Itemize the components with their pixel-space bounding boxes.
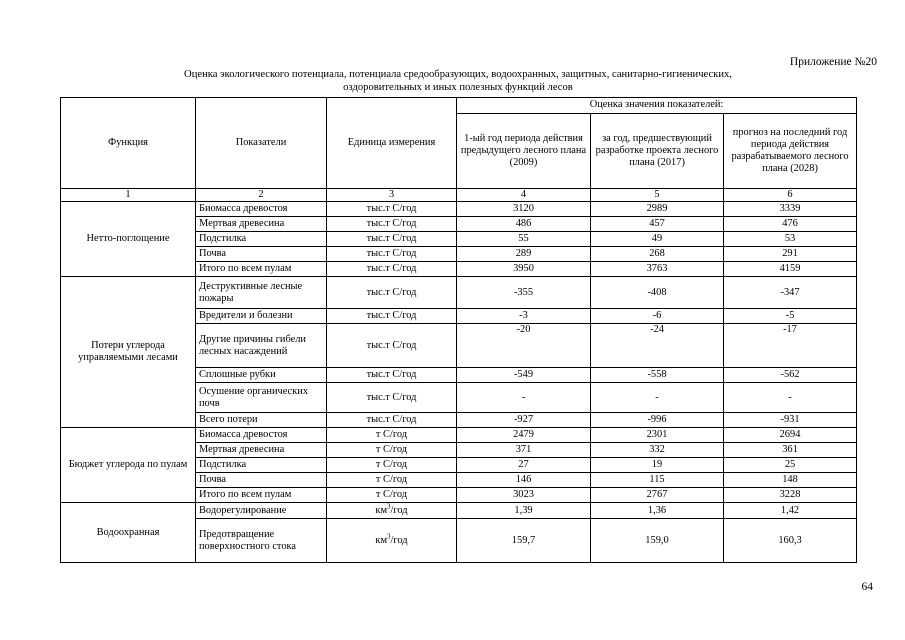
unit-cell: тыс.т С/год (327, 383, 457, 413)
column-number: 5 (591, 189, 724, 202)
indicator-cell: Мертвая древесина (196, 443, 327, 458)
indicator-cell: Вредители и болезни (196, 309, 327, 324)
value-2009: -927 (457, 413, 591, 428)
value-2009: -20 (457, 324, 591, 368)
value-2017: - (591, 383, 724, 413)
indicator-cell: Деструктивные лесные пожары (196, 277, 327, 309)
indicator-cell: Подстилка (196, 232, 327, 247)
indicator-cell: Почва (196, 247, 327, 262)
indicator-cell: Сплошные рубки (196, 368, 327, 383)
value-2009: 27 (457, 458, 591, 473)
value-2028: 148 (724, 473, 857, 488)
value-2017: -24 (591, 324, 724, 368)
table-row (61, 428, 857, 443)
unit-cell (327, 503, 457, 519)
indicator-cell: Всего потери (196, 413, 327, 428)
value-2009: 486 (457, 217, 591, 232)
indicator-cell: Другие причины гибели лесных насаждений (196, 324, 327, 368)
value-2028: 1,42 (724, 503, 857, 519)
value-2009: 1,39 (457, 503, 591, 519)
value-2028: 25 (724, 458, 857, 473)
unit-cell: т С/год (327, 428, 457, 443)
document-title (60, 69, 856, 94)
unit-cell: тыс.т С/год (327, 202, 457, 217)
unit-cell: т С/год (327, 473, 457, 488)
unit-cell: тыс.т С/год (327, 309, 457, 324)
value-2028: 361 (724, 443, 857, 458)
value-2028: - (724, 383, 857, 413)
unit-cell: т С/год (327, 488, 457, 503)
value-2009: 55 (457, 232, 591, 247)
unit-cell (327, 519, 457, 563)
column-number: 4 (457, 189, 591, 202)
value-2028: 4159 (724, 262, 857, 277)
value-2028: 3228 (724, 488, 857, 503)
indicator-cell: Биомасса древостоя (196, 202, 327, 217)
value-2017: 3763 (591, 262, 724, 277)
indicator-cell: Осушение органических почв (196, 383, 327, 413)
value-2017: -6 (591, 309, 724, 324)
page-number: 64 (861, 581, 873, 593)
value-2028: -931 (724, 413, 857, 428)
value-2028: 53 (724, 232, 857, 247)
value-2028: 2694 (724, 428, 857, 443)
unit-cell: тыс.т С/год (327, 262, 457, 277)
value-2017: -558 (591, 368, 724, 383)
column-number-row (61, 189, 857, 202)
value-2017: 19 (591, 458, 724, 473)
unit-cell: т С/год (327, 443, 457, 458)
value-2009: 289 (457, 247, 591, 262)
unit-cell: тыс.т С/год (327, 232, 457, 247)
value-2028: 476 (724, 217, 857, 232)
unit-suffix: /год (390, 534, 408, 546)
group-losses: Потери углерода управляемыми лесами (61, 277, 196, 428)
value-2017: -408 (591, 277, 724, 309)
header-function: Функция (61, 98, 196, 189)
unit-suffix: /год (390, 504, 408, 516)
table-row (61, 503, 857, 519)
unit-cell: тыс.т С/год (327, 247, 457, 262)
unit-cell: тыс.т С/год (327, 368, 457, 383)
column-number: 2 (196, 189, 327, 202)
column-number: 6 (724, 189, 857, 202)
value-2009: 3950 (457, 262, 591, 277)
value-2017: 115 (591, 473, 724, 488)
value-2009: 2479 (457, 428, 591, 443)
value-2017: 2301 (591, 428, 724, 443)
value-2017: 49 (591, 232, 724, 247)
indicator-cell: Мертвая древесина (196, 217, 327, 232)
value-2009: 3120 (457, 202, 591, 217)
unit-cell: тыс.т С/год (327, 217, 457, 232)
indicator-cell: Водорегулирование (196, 503, 327, 519)
value-2009: - (457, 383, 591, 413)
value-2009: -3 (457, 309, 591, 324)
group-water: Водоохранная (61, 503, 196, 563)
value-2017: 1,36 (591, 503, 724, 519)
evaluation-table (60, 97, 857, 563)
value-2009: -549 (457, 368, 591, 383)
title-line-2: оздоровительных и иных полезных функций лесов (343, 81, 573, 93)
column-number: 1 (61, 189, 196, 202)
unit-cell: т С/год (327, 458, 457, 473)
unit-cell: тыс.т С/год (327, 413, 457, 428)
value-2009: 146 (457, 473, 591, 488)
unit-cell: тыс.т С/год (327, 277, 457, 309)
header-indicators: Показатели (196, 98, 327, 189)
value-2028: 291 (724, 247, 857, 262)
header-col-2017: за год, предшествующий разработке проекта лесного плана (2017) (591, 114, 724, 189)
value-2017: 2989 (591, 202, 724, 217)
unit-base: км (375, 534, 388, 546)
group-netto: Нетто-поглощение (61, 202, 196, 277)
indicator-cell: Предотвращение поверхностного стока (196, 519, 327, 563)
header-evaluation: Оценка значения показателей: (457, 98, 857, 114)
column-number: 3 (327, 189, 457, 202)
value-2009: -355 (457, 277, 591, 309)
unit-superscript: 3 (387, 502, 391, 511)
indicator-cell: Итого по всем пулам (196, 488, 327, 503)
value-2009: 159,7 (457, 519, 591, 563)
indicator-cell: Биомасса древостоя (196, 428, 327, 443)
value-2028: 160,3 (724, 519, 857, 563)
indicator-cell: Почва (196, 473, 327, 488)
value-2028: -5 (724, 309, 857, 324)
indicator-cell: Подстилка (196, 458, 327, 473)
value-2017: -996 (591, 413, 724, 428)
unit-superscript: 3 (387, 532, 391, 541)
value-2017: 457 (591, 217, 724, 232)
appendix-label: Приложение №20 (789, 56, 877, 68)
value-2017: 268 (591, 247, 724, 262)
value-2028: -17 (724, 324, 857, 368)
unit-base: км (375, 504, 388, 516)
title-line-1: Оценка экологического потенциала, потенциала средообразующих, водоохранных, защитных, санитарно-гигиенических, (184, 69, 732, 80)
value-2028: -562 (724, 368, 857, 383)
table-row (61, 202, 857, 217)
value-2017: 159,0 (591, 519, 724, 563)
value-2028: 3339 (724, 202, 857, 217)
value-2017: 2767 (591, 488, 724, 503)
header-col-2009: 1-ый год периода действия предыдущего лесного плана (2009) (457, 114, 591, 189)
indicator-cell: Итого по всем пулам (196, 262, 327, 277)
value-2028: -347 (724, 277, 857, 309)
group-budget: Бюджет углерода по пулам (61, 428, 196, 503)
header-col-2028: прогноз на последний год периода действия разрабатываемого лесного плана (2028) (724, 114, 857, 189)
header-unit: Единица измерения (327, 98, 457, 189)
unit-cell: тыс.т С/год (327, 324, 457, 368)
value-2017: 332 (591, 443, 724, 458)
value-2009: 371 (457, 443, 591, 458)
table-row (61, 277, 857, 309)
value-2009: 3023 (457, 488, 591, 503)
